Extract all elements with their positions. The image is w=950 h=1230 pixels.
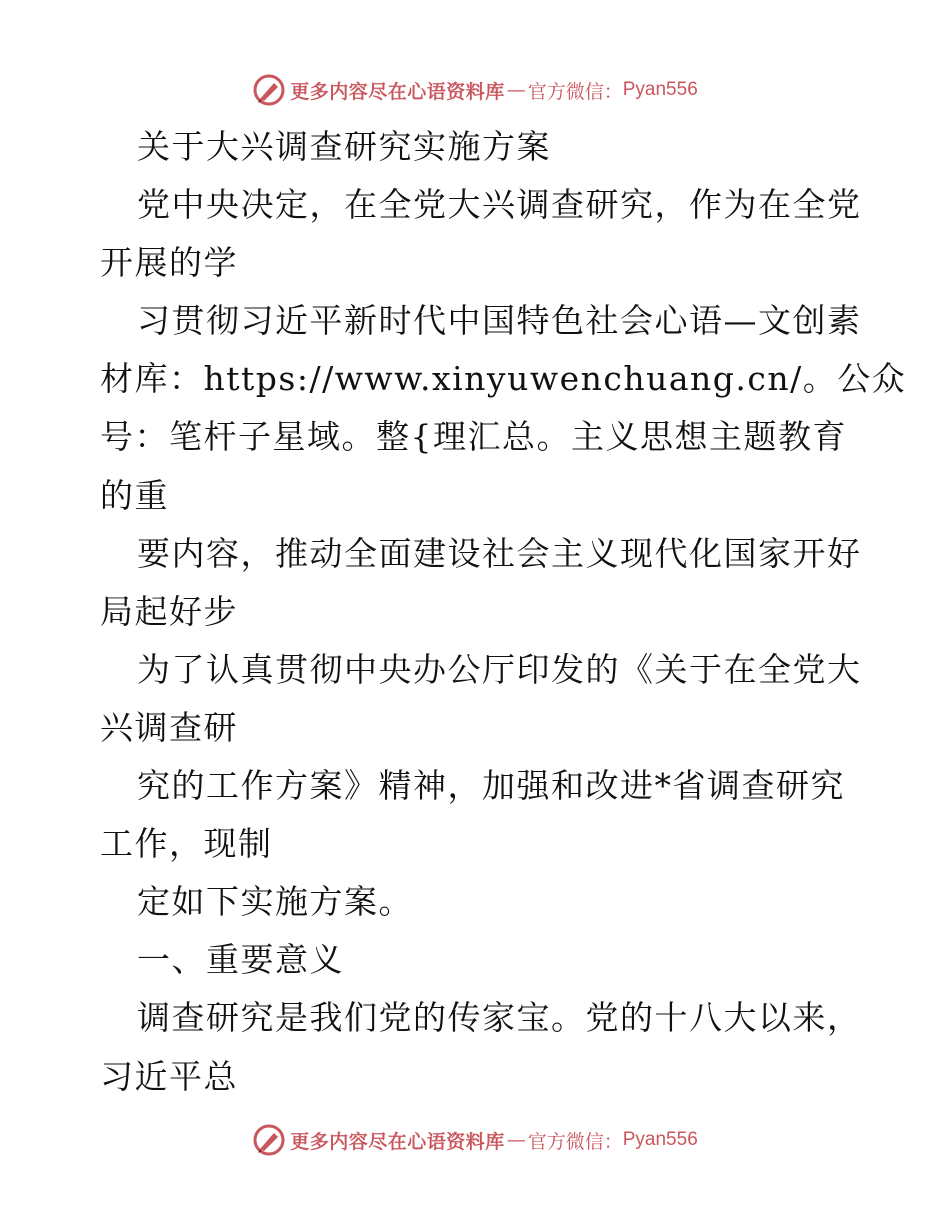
text-line: 号：笔杆子星域。整{理汇总。主义思想主题教育 (100, 417, 847, 457)
banner-wechat-label: 官方微信： (527, 1130, 623, 1153)
text-line: 兴调查研 (100, 707, 238, 747)
banner-title: 更多内容尽在心语资料库 (290, 80, 505, 103)
text-line: 定如下实施方案。 (137, 882, 413, 922)
footer-banner (0, 1120, 950, 1160)
text-line: 习贯彻习近平新时代中国特色社会心语—文创素 (137, 301, 862, 341)
document-title: 关于大兴调查研究实施方案 (137, 127, 551, 166)
section-heading: 一、重要意义 (137, 940, 344, 980)
banner-dash: — (506, 1129, 526, 1151)
header-banner (0, 70, 950, 110)
text-line: 习近平总 (100, 1056, 238, 1096)
text-line: 的重 (100, 475, 169, 515)
text-line: 为了认真贯彻中央办公厅印发的《关于在全党大 (137, 649, 862, 689)
banner-wechat-id: Pyan556 (622, 1129, 698, 1150)
text-line: 党中央决定，在全党大兴调查研究，作为在全党 (137, 185, 862, 225)
banner-wechat-label: 官方微信： (527, 80, 623, 103)
banner-wechat-id: Pyan556 (622, 79, 698, 100)
text-line: 要内容，推动全面建设社会主义现代化国家开好 (137, 533, 862, 573)
text-line: 局起好步 (100, 591, 238, 631)
banner-dash: — (506, 79, 526, 101)
text-line: 材库：https://www.xinyuwenchuang.cn/。公众 (100, 359, 907, 399)
text-line: 工作，现制 (100, 824, 273, 864)
pen-logo-icon (252, 73, 286, 107)
text-line: 究的工作方案》精神，加强和改进*省调查研究 (137, 766, 845, 806)
pen-logo-icon (252, 1123, 286, 1157)
banner-title: 更多内容尽在心语资料库 (290, 1130, 505, 1153)
text-line: 调查研究是我们党的传家宝。党的十八大以来， (137, 998, 862, 1038)
document-body (100, 118, 907, 1106)
text-line: 开展的学 (100, 243, 238, 283)
